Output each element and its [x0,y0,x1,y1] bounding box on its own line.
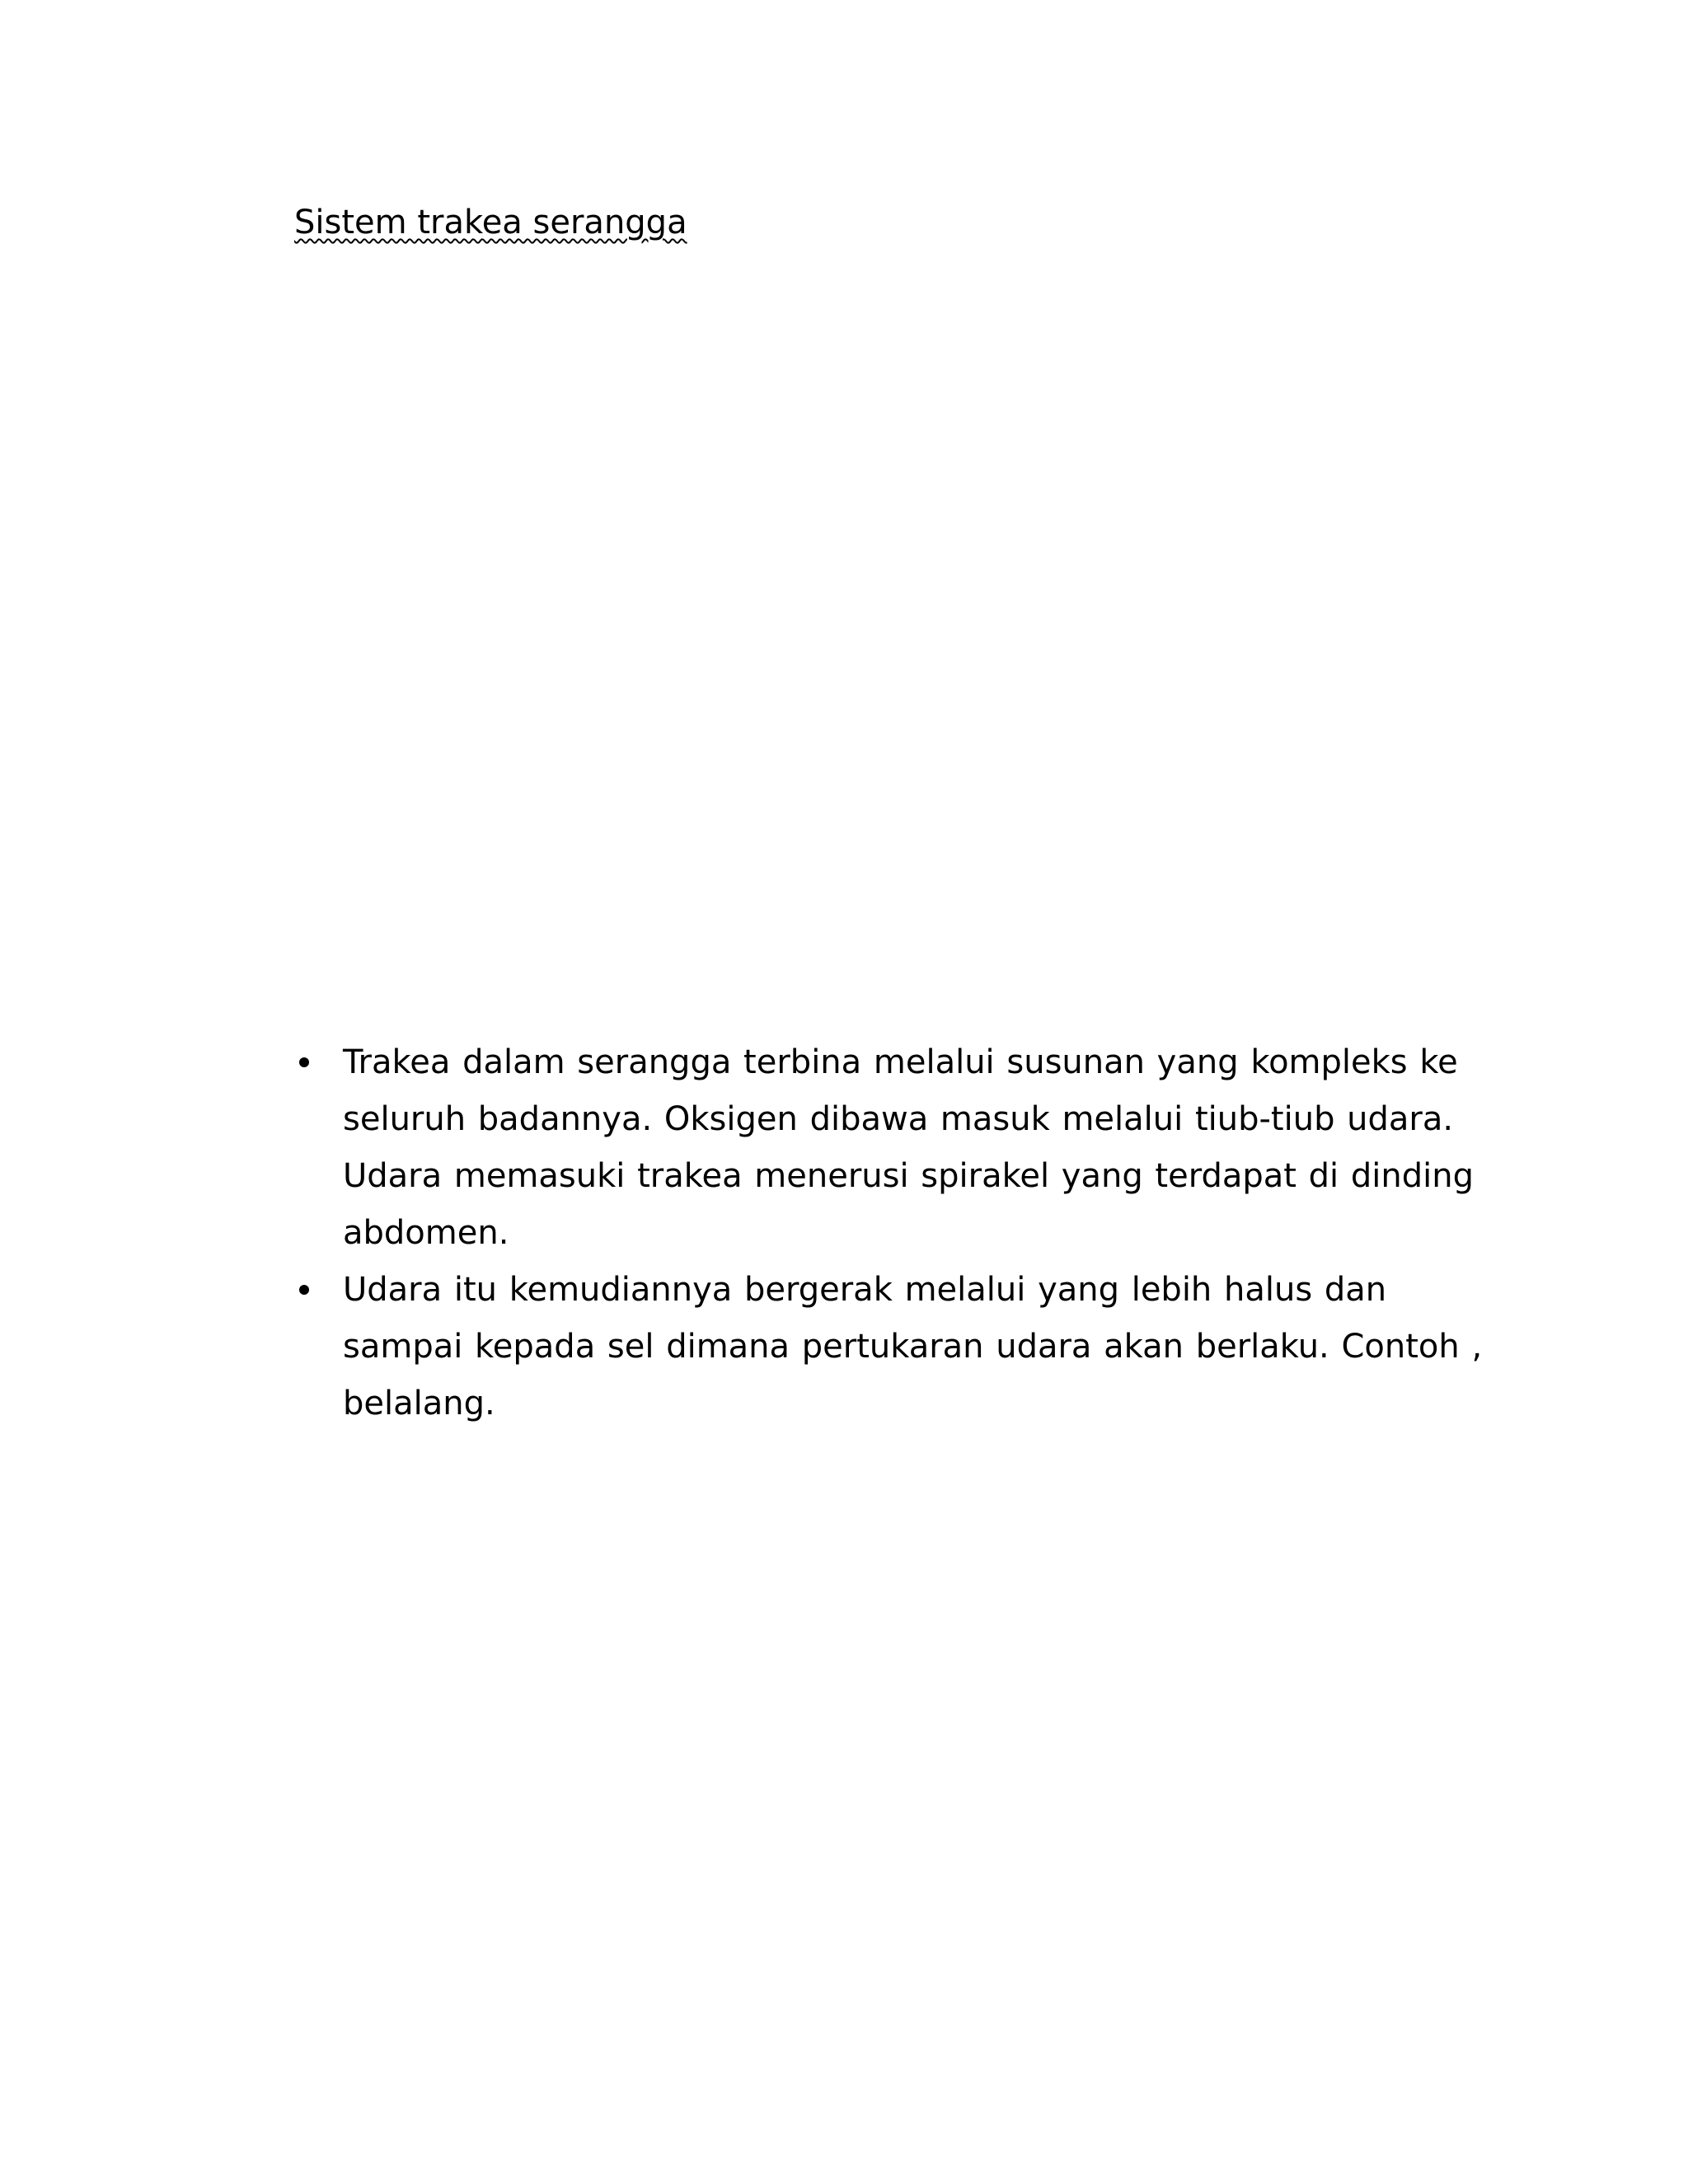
list-item [294,1034,1498,1262]
page-title: Sistem trakea serangga [294,204,687,241]
list-item-text: Trakea dalam serangga terbina melalui susunan yang kompleks ke seluruh badannya. Oksigen dibawa masuk melalui tiub-tiub udara. Udara memasuki trakea menerusi spirakel yang terdapat di dinding abdomen. [343,1043,1474,1252]
bullet-icon [299,1285,309,1295]
bullet-list [294,1034,1498,1432]
list-item-text: Udara itu kemudiannya bergerak melalui yang lebih halus dan sampai kepada sel dimana pertukaran udara akan berlaku. Contoh , belalang. [343,1271,1483,1422]
bullet-icon [299,1057,309,1067]
list-item [294,1262,1498,1432]
